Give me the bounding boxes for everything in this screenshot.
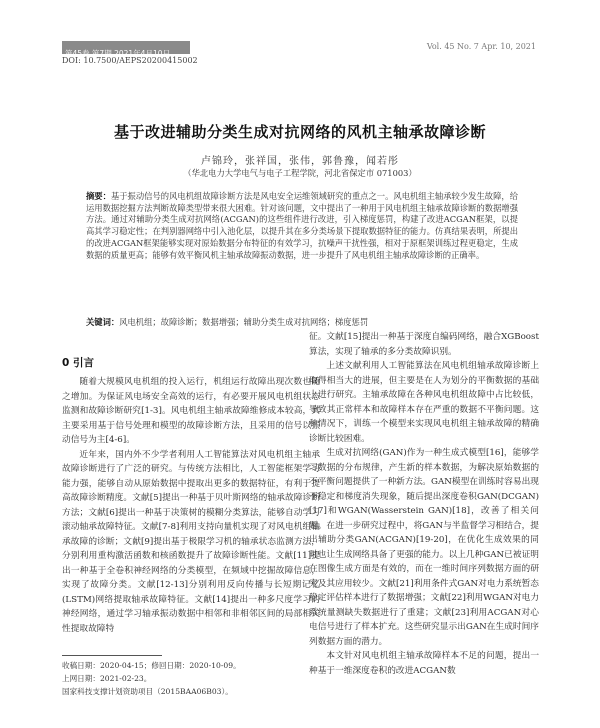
paragraph: 本文针对风电机组主轴承故障样本不足的问题，提出一种基于一维深度卷积的改进ACGAN数 — [309, 651, 539, 676]
footnote-fund: 国家科技支撑计划资助项目（2015BAA06B03）。 — [62, 687, 233, 696]
footnote-received: 收稿日期：2020-04-15；修回日期：2020-10-09。 — [62, 661, 241, 670]
affiliation-line: （华北电力大学电气与电子工程学院，河北省保定市 071003） — [183, 168, 417, 178]
paragraph: 生成对抗网络(GAN)作为一种生成式模型[16]，能够学习数据的分布规律，产生新的样本数据，为解决原始数据的不平衡问题提供了一种新方法。GAN模型在训练时容易出现不稳定和梯度消失现象，随后提出深度卷积GAN(DCGAN)[17]和WGAN(Wasserstein GAN)[18]，改善了相关问题。在进一步研究过程中，将GAN与半监督学习相结合，提出辅助分类GAN(ACGAN)[19-20]，在优化生成效果的同时也让生成网络具备了更强的能力。以上几种GAN已被证明在图像生成方面是有效的，而在一维时间序列数据方面的研究及其应用较少。文献[21]利用条件式GAN对电力系统暂态稳定评估样本进行了数据增强；文献[22]利用WGAN对电力系统量测缺失数据进行了重建；文献[23]利用ACGAN对心电信号进行了样本扩充。这些研究显示出GAN在生成时间序列数据方面的潜力。 — [309, 448, 540, 647]
right-column — [309, 330, 539, 678]
authors-line: 卢锦玲，张祥国，张伟，郭鲁豫，闻若彤 — [201, 156, 399, 167]
footnote-divider — [62, 655, 162, 656]
footnote-online: 上网日期：2021-02-23。 — [62, 674, 152, 683]
doi-line[interactable]: DOI: 10.7500/AEPS20200415002 — [62, 56, 198, 65]
journal-issue-english: Vol. 45 No. 7 Apr. 10, 2021 — [426, 42, 536, 51]
keywords-block — [86, 316, 518, 328]
paragraph: 征。文献[15]提出一种基于深度自编码网络，融合XGBoost算法，实现了轴承的多分类故障识别。 — [309, 332, 539, 357]
abstract-block — [86, 191, 518, 261]
paragraph: 随着大规模风电机组的投入运行，机组运行故障出现次数也随之增加。为保证风电场安全高效的运行，有必要开展风电机组状态监测和故障诊断研究[1-3]。风电机组主轴承故障维修成本较高，其主要采用基于信号处理和模型的故障诊断方法，且采用的信号以振动信号为主[4-6]。 — [62, 377, 320, 445]
paragraph: 上述文献利用人工智能算法在风电机组轴承故障诊断上取得相当大的进展，但主要是在人为划分的平衡数据的基础上进行研究。主轴承故障在各种风电机组故障中占比较低，导致其正常样本和故障样本存在严重的数据不平衡问题。这种情况下，训练一个模型来实现风电机组主轴承故障的精确诊断比较困难。 — [309, 361, 539, 444]
left-column — [62, 375, 320, 636]
journal-issue: 第45卷 第7期 2021年4月10日 — [65, 49, 170, 58]
keywords-label: 关键词： — [86, 317, 120, 327]
abstract-label: 摘要： — [86, 191, 111, 201]
journal-issue-banner — [62, 41, 190, 58]
section-heading-introduction: 0 引言 — [62, 357, 94, 369]
keywords-text: 风电机组；故障诊断；数据增强；辅助分类生成对抗网络；梯度惩罚 — [119, 317, 369, 327]
paragraph: 近年来，国内外不少学者利用人工智能算法对风电机组主轴承故障诊断进行了广泛的研究。与传统方法相比，人工智能框架学习能力强，能够自动从原始数据中提取出更多的数据特征，有利于提高故障诊断精度。文献[5]提出一种基于贝叶斯网络的轴承故障诊断方法；文献[6]提出一种基于决策树的模糊分类算法，能够自动学习滚动轴承故障特征。文献[7-8]利用支持向量机实现了对风电机组轴承故障的诊断；文献[9]提出基于极限学习机的轴承状态监测方法，分别利用重构激活函数和核函数提升了故障诊断性能。文献[11]提出一种基于全卷积神经网络的分类模型，在频域中挖掘故障信息，实现了故障分类。文献[12-13]分别利用反向传播与长短期记忆(LSTM)网络提取轴承故障特征。文献[14]提出一种多尺度学习的神经网络，通过学习轴承振动数据中相邻和非相邻区间的局部相关性提取故障特 — [62, 449, 320, 634]
abstract-text: 基于振动信号的风电机组故障诊断方法是风电安全运维领域研究的重点之一。风电机组主轴承较少发生故障，给运用数据挖掘方法判断故障类型带来很大困难。针对该问题，文中提出了一种用于风电机组主轴承故障诊断的数据增强方法。通过对辅助分类生成对抗网络(ACGAN)的这些组件进行改进，引入梯度惩罚，构建了改进ACGAN框架，以提高其学习稳定性；在判别器网络中引入池化层，以提升其在多分类场景下提取数据特征的能力。仿真结果表明，所提出的改进ACGAN框架能够实现对原始数据分布特征的有效学习，抗噪声干扰性强，相对于原框架训练过程更稳定，生成数据的质量更高；能够有效平衡风机主轴承故障振动数据，进一步提升了风电机组主轴承故障诊断的正确率。 — [86, 191, 518, 260]
paper-title: 基于改进辅助分类生成对抗网络的风机主轴承故障诊断 — [113, 123, 486, 141]
